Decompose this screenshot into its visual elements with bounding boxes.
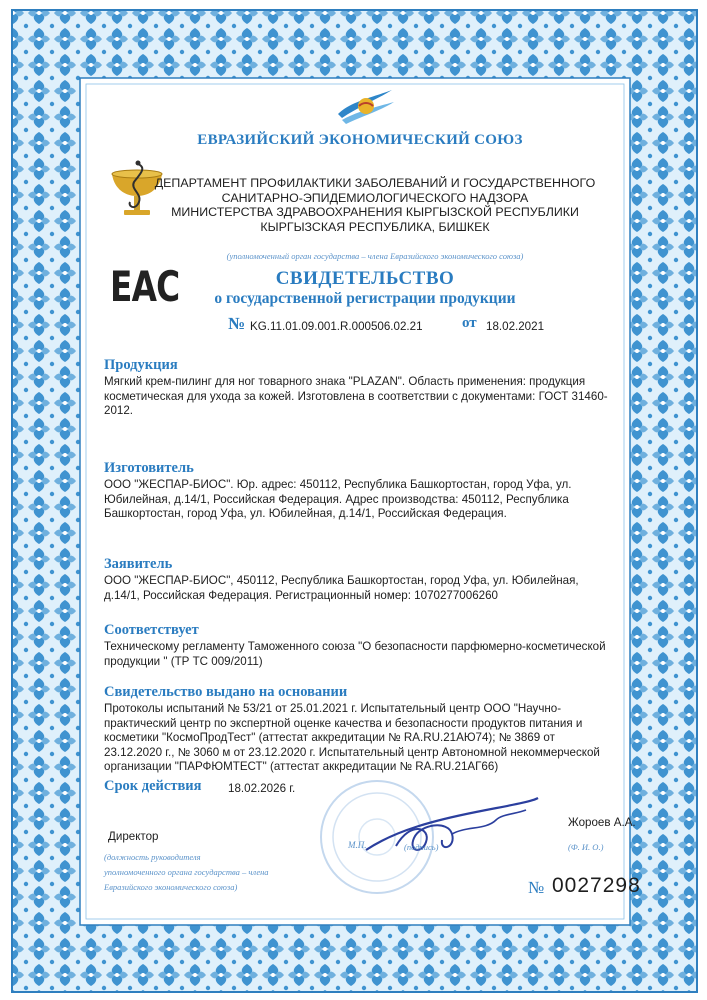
eac-mark: ЕАС (110, 262, 180, 311)
applicant-title: Заявитель (104, 556, 173, 572)
department-line: ДЕПАРТАМЕНТ ПРОФИЛАКТИКИ ЗАБОЛЕВАНИЙ И ГОСУДАРСТВЕННОГО (154, 176, 596, 190)
department-line: САНИТАРНО-ЭПИДЕМИОЛОГИЧЕСКОГО НАДЗОРА (221, 190, 529, 205)
signature (356, 790, 546, 870)
product-title: Продукция (104, 357, 178, 373)
number-label: № (228, 314, 246, 333)
complies-title: Соответствует (104, 622, 199, 638)
basis-title: Свидетельство выдано на основании (104, 684, 348, 700)
department-line: МИНИСТЕРСТВА ЗДРАВООХРАНЕНИЯ КЫРГЫЗСКОЙ РЕСПУБЛИКИ (171, 205, 579, 220)
union-title: ЕВРАЗИЙСКИЙ ЭКОНОМИЧЕСКИЙ СОЮЗ (197, 132, 523, 148)
date-label: от (462, 315, 477, 331)
department-block (140, 176, 610, 234)
certificate-title: СВИДЕТЕЛЬСТВО (275, 268, 455, 289)
position-note (104, 850, 269, 895)
position-note-line: (должность руководителя (104, 852, 201, 862)
certificate-subtitle: о государственной регистрации продукции (214, 290, 516, 307)
manufacturer-title: Изготовитель (104, 460, 194, 476)
validity-value: 18.02.2026 г. (228, 782, 296, 795)
eaeu-logo-icon (330, 84, 400, 128)
signer-position: Директор (108, 830, 159, 843)
department-line: КЫРГЫЗСКАЯ РЕСПУБЛИКА, БИШКЕК (260, 219, 490, 234)
serial-label: № (528, 878, 545, 897)
name-note: (Ф. И. О.) (568, 842, 604, 852)
product-text: Мягкий крем-пилинг для ног товарного знака "PLAZAN". Область применения: продукция косметическая для ухода за кожей. Изготовлена в соответствии с документами: ГОСТ 31460-2012. (104, 375, 608, 417)
certificate-number: KG.11.01.09.001.R.000506.02.21 (250, 320, 423, 333)
applicant-text: ООО "ЖЕСПАР-БИОС", 450112, Республика Башкортостан, город Уфа, ул. Юбилейная, д.14/1, Российская Федерация. Регистрационный номер: 1070277006260 (104, 574, 579, 602)
signer-name: Жороев А.А. (568, 816, 636, 829)
authority-note: (уполномоченный орган государства – члена Евразийского экономического союза) (226, 251, 524, 261)
sign-label: (подпись) (404, 842, 439, 852)
stamp-label: М.П. (348, 840, 367, 850)
manufacturer-text: ООО "ЖЕСПАР-БИОС". Юр. адрес: 450112, Республика Башкортостан, город Уфа, ул. Юбилейная, д.14/1, Российская Федерация. Адрес производства: 450112, Республика Башкортостан, город Уфа, ул. Юбилейная, д.14/1, Российская Федерация. (104, 478, 572, 520)
basis-text: Протоколы испытаний № 53/21 от 25.01.2021 г. Испытательный центр ООО "Научно-практический центр по экспертной оценке качества и безопасности продуктов питания и косметики "КосмоПродТест" (аттестат аккредитации № RA.RU.21АЮ74); № 3869 от 23.12.2020 г., № 3060 м от 23.12.2020 г. Испытательный центр Автономной некоммерческой организации "ПАРФЮМТЕСТ" (аттестат аккредитации № RA.RU.21АГ66) (104, 702, 600, 773)
validity-title: Срок действия (104, 778, 202, 794)
certificate-date: 18.02.2021 (486, 320, 545, 333)
position-note-line: Евразийского экономического союза) (104, 882, 238, 892)
serial-number: 0027298 (552, 874, 641, 897)
position-note-line: уполномоченного органа государства – члена (104, 867, 269, 877)
complies-text: Техническому регламенту Таможенного союза "О безопасности парфюмерно-косметической продукции " (ТР ТС 009/2011) (104, 640, 606, 668)
